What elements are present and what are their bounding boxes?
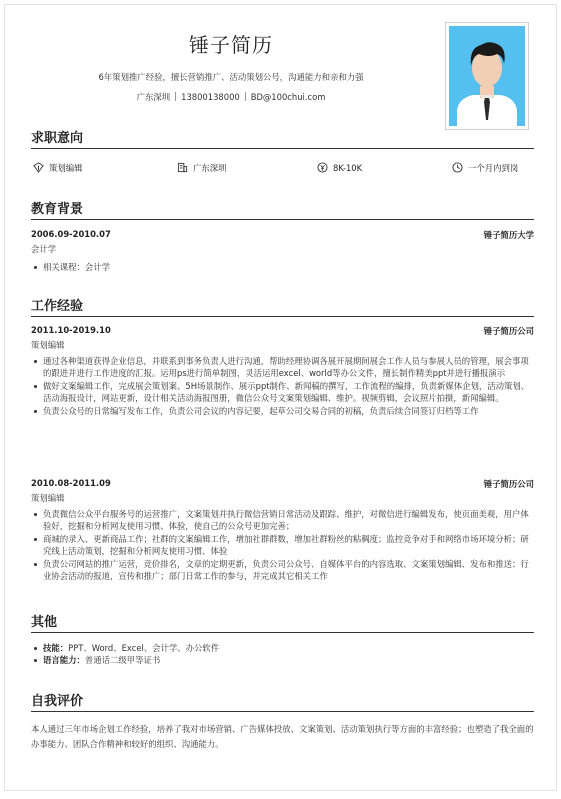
- other-skill-label: 技能：: [43, 643, 69, 653]
- list-item: 负责公众号的日常编写发布工作，负责公司会议的内容记要，起草公司交易合同的初稿，负责后续合同签订归档等工作: [43, 405, 534, 417]
- candidate-name: 锤子简历: [189, 33, 273, 57]
- section-divider: [31, 632, 534, 633]
- intent-availability-value: 一个月内到岗: [468, 163, 519, 173]
- contact-divider: [245, 92, 246, 101]
- other-list: [31, 642, 534, 667]
- job-period: 2010.08-2011.09: [31, 478, 111, 488]
- job-company: 锤子简历公司: [483, 479, 534, 489]
- list-item: 商城的录入、更新商品工作；社群的文案编辑工作，增加社群群数，增加社群粉丝的粘稠度；监控竞争对手和网络市场环境分析；研究线上活动策划，挖掘和分析网友使用习惯、体验: [43, 533, 534, 558]
- job-company: 锤子简历公司: [483, 326, 534, 336]
- education-row: [31, 229, 534, 239]
- profile-photo: [445, 22, 529, 130]
- other-language-value: 普通话二级甲等证书: [84, 655, 161, 666]
- education-period: 2006.09-2010.07: [31, 229, 111, 239]
- self-eval-text: 本人通过三年市场企划工作经验，培养了我对市场营销、广告媒体投放、文案策划、活动策划执行等方面的丰富经验；也塑造了我全面的办事能力、团队合作精神和较好的组织、沟通能力。: [31, 724, 534, 749]
- contact-phone: 13800138000: [181, 92, 240, 102]
- intent-position: [33, 162, 83, 174]
- list-item: 做好文案编辑工作，完成展会策划案、5H场景制作、展示ppt制作、新闻稿的撰写，工作流程的编排，负责新媒体企划，活动策划、活动海报设计，网站更新，设计相关活动海报图册，微信公众号文案策划编辑、维护。视频剪辑，会议照片拍摄，新闻编辑。: [43, 380, 534, 405]
- list-item: [43, 654, 534, 666]
- list-item: 相关课程：会计学: [43, 261, 534, 273]
- list-item: 通过各种渠道获得企业信息，并联系到事务负责人进行沟通，帮助经理协调各展开展期间展会工作人员与参展人员的管理，展会事项的跟进并进行工作进度的汇报。运用ps进行简单制图，灵活运用excel、world等办公文件，擅长制作精美ppt并进行播报演示: [43, 355, 534, 380]
- section-title-education: 教育背景: [31, 202, 84, 217]
- section-title-intent: 求职意向: [31, 131, 84, 146]
- section-divider: [31, 711, 534, 712]
- section-divider: [31, 219, 534, 220]
- section-title-self-eval: 自我评价: [31, 694, 84, 709]
- resume-page: [4, 4, 557, 791]
- briefcase-icon: [33, 162, 44, 173]
- section-divider: [31, 148, 534, 149]
- section-title-work: 工作经验: [31, 299, 84, 314]
- contact-location: 广东深圳: [136, 92, 171, 102]
- job-period: 2011.10-2019.10: [31, 325, 111, 335]
- intent-salary: [317, 162, 362, 173]
- job-row: [31, 325, 534, 335]
- intent-availability: [452, 162, 518, 174]
- job-role: 策划编辑: [31, 493, 65, 503]
- avatar-icon: [449, 26, 525, 126]
- education-list: [31, 261, 534, 273]
- education-school: 锤子简历大学: [483, 230, 534, 240]
- intent-city: [177, 162, 227, 174]
- resume-header: [5, 5, 558, 115]
- building-icon: [177, 162, 188, 173]
- intent-position-value: 策划编辑: [49, 163, 83, 173]
- yen-icon: [317, 162, 328, 173]
- other-skill-value: PPT、Word、Excel、会计学、办公软件: [68, 643, 220, 653]
- education-major: 会计学: [31, 244, 57, 254]
- section-divider: [31, 316, 534, 317]
- clock-icon: [452, 162, 463, 173]
- list-item: [43, 642, 534, 654]
- list-item: 负责公司网站的推广运营，竞价排名，文章的定期更新，负责公司公众号、自媒体平台的内容选取、文案策划编辑、发布和推送；行业协会活动的报道，宣传和推广；部门日常工作的参与，并完成其它相关工作: [43, 558, 534, 583]
- job-duties-list: [31, 355, 534, 417]
- contact-divider: [175, 92, 176, 101]
- candidate-tagline: 6年策划推广经验，擅长营销推广、活动策划公号，沟通能力和亲和力强: [98, 72, 364, 82]
- section-title-other: 其他: [31, 615, 58, 630]
- job-role: 策划编辑: [31, 340, 65, 350]
- intent-city-value: 广东深圳: [193, 163, 227, 173]
- list-item: 负责微信公众平台服务号的运营推广，文案策划并执行微信营销日常活动及跟踪、维护，对微信进行编辑发布，使页面美观，用户体验好，挖掘和分析网友使用习惯、体验，使自己的公众号更加完善；: [43, 508, 534, 533]
- contact-line: [5, 91, 457, 103]
- intent-salary-value: 8K-10K: [333, 163, 363, 173]
- job-row: [31, 478, 534, 488]
- job-duties-list: [31, 508, 534, 582]
- contact-email: BD@100chui.com: [250, 92, 326, 102]
- other-language-label: 语言能力：: [43, 655, 85, 666]
